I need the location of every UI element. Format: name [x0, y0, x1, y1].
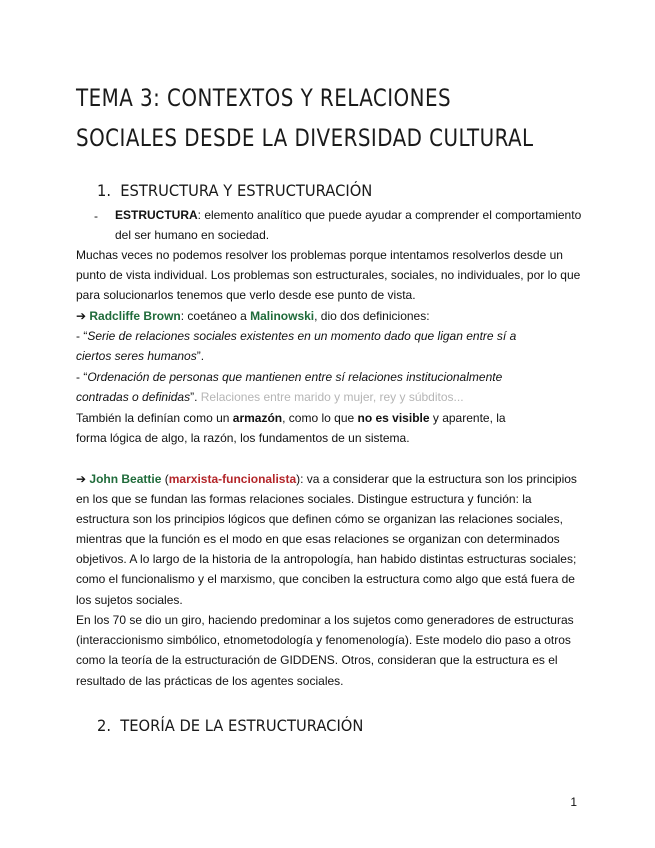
definition-end: ”. [196, 349, 205, 363]
paragraph-line: (interaccionismo simbólico, etnometodología y fenomenología). Este modelo dio paso a otros [76, 633, 571, 647]
paragraph-line: como el funcionalismo y el marxismo, que conciben la estructura como algo que está fuera de [76, 572, 575, 586]
name-john-beattie: John Beattie [89, 472, 162, 486]
beattie-text: : va a considerar que la estructura son los principios [300, 472, 577, 486]
beattie-line-1 [76, 469, 577, 489]
page-number: 1 [570, 795, 577, 809]
definition-end: ”. [190, 390, 201, 404]
armazon-text: , como lo que [282, 411, 358, 425]
arrow-icon: ➔ [76, 309, 90, 323]
section-2-number: 2. [97, 716, 112, 735]
definition-prefix: - “ [76, 370, 88, 384]
paragraph-line: punto de vista individual. Los problemas son estructurales, sociales, no individuales, por lo que [76, 268, 581, 282]
paragraph-line: en los que se fundan las formas relaciones sociales. Distingue estructura y función: la [76, 492, 532, 506]
paragraph-line: estructura son los principios lógicos que definen cómo se organizan las relaciones sociales, [76, 512, 563, 526]
radcliffe-text-end: , dio dos definiciones: [314, 309, 430, 323]
paragraph-line: mientras que la función es el modo en que esas relaciones se organizan con determinados [76, 532, 560, 546]
definition-text: contradas o definidas [76, 390, 191, 404]
definition-prefix: - “ [76, 329, 88, 343]
definition-1-line-2 [76, 346, 204, 366]
paragraph-line: los sujetos sociales. [76, 593, 183, 607]
armazon-text: y aparente, la [429, 411, 506, 425]
term-no-es-visible: no es visible [357, 411, 430, 425]
name-malinowski: Malinowski [250, 309, 315, 323]
section-1-title: ESTRUCTURA Y ESTRUCTURACIÓN [120, 181, 373, 200]
paren: ( [161, 472, 169, 486]
section-2-heading [97, 716, 363, 735]
paragraph-line: como la teoría de la estructuración de GIDDENS. Otros, consideran que la estructura es el [76, 653, 558, 667]
section-2-title: TEORÍA DE LA ESTRUCTURACIÓN [120, 716, 364, 735]
definition-text: Serie de relaciones sociales existentes en un momento dado que ligan entre sí a [87, 329, 517, 343]
definition-2-line-1 [76, 367, 502, 387]
bullet-line-1 [115, 205, 581, 225]
radcliffe-text: : coetáneo a [180, 309, 251, 323]
definition-1-line-1 [76, 326, 516, 346]
definition-text: ciertos seres humanos [76, 349, 197, 363]
bullet-text-1: : elemento analítico que puede ayudar a comprender el comportamiento [197, 208, 582, 222]
paragraph-line: Muchas veces no podemos resolver los problemas porque intentamos resolverlos desde un [76, 248, 563, 262]
section-1-number: 1. [97, 181, 112, 200]
definition-text: Ordenación de personas que mantienen entre sí relaciones institucionalmente [87, 370, 503, 384]
paragraph-line: para solucionarlos tenemos que verlo desde ese punto de vista. [76, 288, 416, 302]
paragraph-line: objetivos. A lo largo de la historia de la antropología, han habido distintas estructuras sociales; [76, 552, 577, 566]
bullet-dash: - [94, 209, 98, 223]
section-1-heading [97, 181, 372, 200]
armazon-line-1 [76, 408, 506, 428]
paragraph-line: En los 70 se dio un giro, haciendo predominar a los sujetos como generadores de estructuras [76, 613, 574, 627]
paren: ) [296, 472, 301, 486]
armazon-text: También la definían como un [76, 411, 233, 425]
gray-note: Relaciones entre marido y mujer, rey y súbditos... [200, 390, 464, 404]
tag-marxista-funcionalista: marxista-funcionalista [168, 472, 297, 486]
arrow-icon: ➔ [76, 472, 90, 486]
term-estructura: ESTRUCTURA [115, 208, 198, 222]
name-radcliffe-brown: Radcliffe Brown [89, 309, 181, 323]
definition-2-line-2 [76, 387, 464, 407]
radcliffe-line [76, 306, 430, 326]
document-title: TEMA 3: CONTEXTOS Y RELACIONES SOCIALES DESDE LA DIVERSIDAD CULTURAL [76, 84, 534, 152]
armazon-line-2: forma lógica de algo, la razón, los fundamentos de un sistema. [76, 431, 410, 445]
term-armazon: armazón [232, 411, 283, 425]
paragraph-line: resultado de las prácticas de los agentes sociales. [76, 674, 344, 688]
bullet-line-2: del ser humano en sociedad. [115, 228, 270, 242]
